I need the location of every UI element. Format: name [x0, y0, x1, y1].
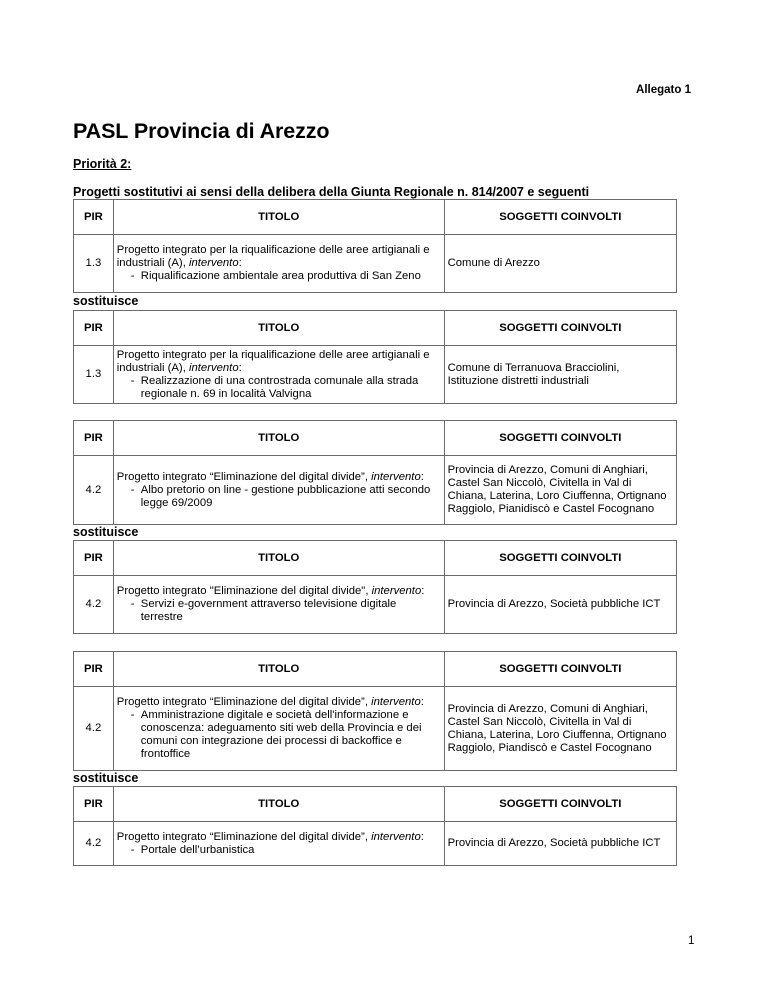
- table-header-row: [74, 541, 677, 576]
- title-cell: [113, 687, 444, 771]
- pir-cell: 4.2: [74, 576, 114, 634]
- intervention-item: Amministrazione digitale e società dell'informazione e conoscenza: adeguamento siti web della Provincia e dei comuni con integrazione dei processi di backoffice e frontoffice: [140, 709, 422, 760]
- intervention-label: intervento: [371, 585, 422, 597]
- title-lead: Progetto integrato "Eliminazione del digital divide",: [116, 585, 372, 597]
- column-header-titolo: TITOLO: [113, 421, 444, 456]
- bullet-dash: -: [130, 843, 135, 856]
- attachment-label: Allegato 1: [636, 84, 691, 96]
- intervention-item: Portale dell’urbanistica: [140, 843, 255, 856]
- column-header-soggetti: SOGGETTI COINVOLTI: [444, 652, 676, 687]
- table-row: [74, 346, 677, 404]
- column-header-pir: PIR: [74, 652, 114, 687]
- title-lead: Progetto integrato per la riqualificazione delle aree artigianali e industriali (A),: [116, 244, 430, 269]
- replaces-label: sostituisce: [73, 525, 139, 539]
- table-row: [74, 822, 677, 866]
- title-cell: [113, 456, 444, 525]
- colon: :: [420, 830, 424, 843]
- subjects-cell: Comune di Arezzo: [444, 235, 676, 293]
- project-table-3: [73, 420, 677, 525]
- column-header-titolo: TITOLO: [113, 541, 444, 576]
- intervention-label: intervento: [188, 361, 239, 374]
- title-cell: [113, 235, 444, 293]
- pir-cell: 1.3: [74, 235, 114, 293]
- column-header-soggetti: SOGGETTI COINVOLTI: [444, 200, 676, 235]
- intervention-item: Realizzazione di una controstrada comunale alla strada regionale n. 69 in località Valvigna: [140, 374, 419, 400]
- title-lead: Progetto integrato “Eliminazione del digital divide”,: [116, 696, 372, 708]
- table-row: [74, 235, 677, 293]
- subjects-cell: Provincia di Arezzo, Comuni di Anghiari, Castel San Niccolò, Civitella in Val di Chiana, Laterina, Loro Ciuffenna, Ortignano Raggiolo, Pianidiscò e Castel Focognano: [444, 456, 676, 525]
- table-row: [74, 456, 677, 525]
- bullet-dash: -: [130, 270, 135, 282]
- column-header-pir: PIR: [74, 541, 114, 576]
- title-lead: Progetto integrato “Eliminazione del digital divide”,: [116, 830, 372, 843]
- title-lead: Progetto integrato per la riqualificazione delle aree artigianali e industriali (A),: [116, 348, 430, 374]
- table-header-row: [74, 311, 677, 346]
- intervention-item: Riqualificazione ambientale area produttiva di San Zeno: [140, 270, 421, 282]
- page-number: 1: [688, 935, 695, 947]
- colon: :: [420, 696, 424, 708]
- pir-cell: 4.2: [74, 687, 114, 771]
- table-row: [74, 576, 677, 634]
- intervention-label: intervento: [371, 830, 421, 843]
- column-header-titolo: TITOLO: [113, 200, 444, 235]
- table-header-row: [74, 200, 677, 235]
- pir-cell: 4.2: [74, 456, 114, 525]
- subjects-cell: Provincia di Arezzo, Società pubbliche ICT: [444, 822, 676, 866]
- column-header-soggetti: SOGGETTI COINVOLTI: [444, 311, 676, 346]
- priority-heading: Priorità 2:: [73, 157, 132, 171]
- project-table-2: [73, 310, 677, 404]
- intervention-label: intervento: [371, 696, 421, 708]
- column-header-titolo: TITOLO: [113, 787, 444, 822]
- colon: :: [421, 585, 425, 597]
- table-header-row: [74, 787, 677, 822]
- column-header-pir: PIR: [74, 311, 114, 346]
- title-cell: [113, 346, 444, 404]
- bullet-dash: -: [130, 374, 135, 387]
- intervention-label: intervento: [188, 257, 239, 269]
- table-row: [74, 687, 677, 771]
- column-header-pir: PIR: [74, 421, 114, 456]
- colon: :: [420, 470, 424, 483]
- replaces-label: sostituisce: [73, 294, 139, 308]
- column-header-titolo: TITOLO: [113, 311, 444, 346]
- bullet-dash: -: [130, 709, 135, 721]
- bullet-dash: -: [130, 598, 135, 610]
- intervention-label: intervento: [371, 470, 421, 483]
- column-header-soggetti: SOGGETTI COINVOLTI: [444, 421, 676, 456]
- title-cell: [113, 822, 444, 866]
- document-title: PASL Provincia di Arezzo: [73, 119, 330, 143]
- table-header-row: [74, 652, 677, 687]
- column-header-titolo: TITOLO: [113, 652, 444, 687]
- replaces-label: sostituisce: [73, 771, 139, 785]
- pir-cell: 4.2: [74, 822, 114, 866]
- colon: :: [238, 361, 242, 374]
- title-lead: Progetto integrato “Eliminazione del digital divide”,: [116, 470, 372, 483]
- subjects-cell: Comune di Terranuova Bracciolini, Istituzione distretti industriali: [444, 346, 676, 404]
- pir-cell: 1.3: [74, 346, 114, 404]
- project-table-6: [73, 786, 677, 866]
- column-header-pir: PIR: [74, 200, 114, 235]
- column-header-pir: PIR: [74, 787, 114, 822]
- intervention-item: Albo pretorio on line - gestione pubblicazione atti secondo legge 69/2009: [140, 483, 431, 509]
- subjects-cell: Provincia di Arezzo, Comuni di Anghiari, Castel San Niccolò, Civitella in Val di Chiana, Laterina, Loro Ciuffenna, Ortignano Raggiolo, Piandiscò e Castel Focognano: [444, 687, 676, 771]
- project-table-1: [73, 199, 677, 293]
- bullet-dash: -: [130, 483, 135, 496]
- intervention-item: Servizi e-government attraverso televisione digitale terrestre: [140, 598, 397, 623]
- table-header-row: [74, 421, 677, 456]
- section-subtitle: Progetti sostitutivi ai sensi della delibera della Giunta Regionale n. 814/2007 e seguenti: [73, 185, 590, 199]
- title-cell: [113, 576, 444, 634]
- subjects-cell: Provincia di Arezzo, Società pubbliche ICT: [444, 576, 676, 634]
- project-table-5: [73, 651, 677, 771]
- project-table-4: [73, 540, 677, 634]
- column-header-soggetti: SOGGETTI COINVOLTI: [444, 541, 676, 576]
- colon: :: [238, 257, 242, 269]
- column-header-soggetti: SOGGETTI COINVOLTI: [444, 787, 676, 822]
